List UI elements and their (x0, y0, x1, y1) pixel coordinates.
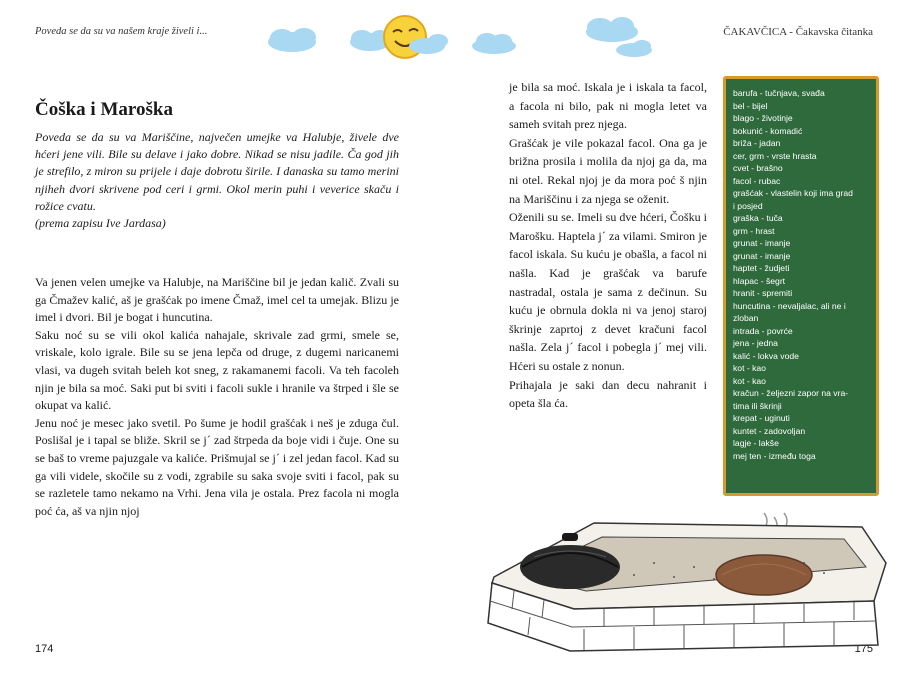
glossary-entry: grm - hrast (733, 225, 775, 236)
left-page (0, 0, 453, 680)
page-number-left: 174 (35, 643, 54, 655)
stove-illustration (474, 505, 894, 655)
glossary-list (733, 87, 870, 462)
glossary-entry: kračun - željezni zapor na vra- (733, 388, 849, 398)
glossary-entry: grašćak - vlastelin koji ima grad (733, 188, 853, 198)
paragraph: Grašćak je vile pokazal facol. Ona ga je brižna prosila i molila da njoj ga da, ma ni otel. Rekal njoj je da mora poć š njin na Mariščinu i za njega se oženit. (509, 135, 707, 206)
running-header-right: ČAKAVČICA - Čakavska čitanka (723, 26, 873, 38)
glossary-entry: bokunić - komadić (733, 125, 803, 136)
glossary-entry: barufa - tučnjava, svađa (733, 88, 825, 98)
glossary-entry: tima ili škrinji (733, 400, 782, 411)
glossary-entry: kot - kao (733, 375, 766, 386)
glossary-entry: i posjed (733, 200, 763, 211)
paragraph: je bila sa moć. Iskala je i iskala ta facol, a facola ni bilo, pak ni mogla letet va sameh svitah prez njega. (509, 80, 707, 132)
glossary-entry: mej ten - između toga (733, 450, 816, 461)
cloud-icon (268, 28, 316, 52)
glossary-entry: facol - rubac (733, 175, 781, 186)
glossary-entry: cer, grm - vrste hrasta (733, 150, 817, 161)
glossary-entry: krepat - uginuti (733, 413, 790, 423)
running-header-left: Poveda se da su va našem kraje živeli i... (35, 26, 208, 37)
story-intro (35, 129, 399, 232)
glossary-entry: intrada - povrće (733, 325, 793, 336)
page-number-right: 175 (854, 643, 873, 655)
glossary-entry: cvet - brašno (733, 163, 783, 173)
glossary-entry: zloban (733, 313, 759, 323)
glossary-entry: lagje - lakše (733, 438, 779, 448)
glossary-entry: graška - tuča (733, 213, 783, 223)
glossary-box (723, 76, 879, 496)
glossary-entry: hranit - spremiti (733, 288, 793, 298)
bread-icon (716, 555, 812, 595)
glossary-entry: briža - jadan (733, 138, 781, 148)
glossary-entry: kalić - lokva vode (733, 350, 799, 361)
glossary-entry: haptet - žudjeti (733, 263, 790, 273)
paragraph: Oženili su se. Imeli su dve hćeri, Čošku i Marošku. Haptela j´ za vilami. Smiron je facol iskala. Su kuću je obašla, a facol ni našla. Kad je grašćak va barufe nastradal, ostala je sama z dečinun. Su kuću je obrnula dokla ni va jenoj staroj škrinje zaprtoj z devet kračuni facol našla. Zela j´ facol i pobegla j´ mej vili. Hćeri su ostale z nonun. (509, 210, 707, 373)
body-left (35, 274, 399, 520)
glossary-entry: grunat - imanje (733, 250, 791, 261)
glossary-entry: blago - životinje (733, 113, 793, 123)
story-title: Čoška i Maroška (35, 99, 173, 120)
glossary-entry: bel - bijel (733, 100, 768, 111)
glossary-entry: grunat - imanje (733, 238, 791, 248)
glossary-entry: kot - kao (733, 363, 766, 373)
glossary-entry: huncutina - nevaljalac, ali ne i (733, 300, 846, 311)
paragraph: Saku noć su se vili okol kalića nahajale, skrivale zad grmi, smele se, vriskale, kolo igrale. Bile su se jena lepča od druge, z dugemi naricanemi vlasi, va dugeh svitah beleh kot sneg, z rakamanemi facoli. Va teh facoleh njin je bila sa moć. Saki put bi sviti i facoli sukle i hranile va štrped i šle se okupat va kalić. (35, 327, 399, 413)
glossary-entry: hlapac - šegrt (733, 275, 786, 286)
body-right (509, 78, 707, 413)
paragraph: Jenu noć je mesec jako svetil. Po šume je hodil grašćak i neš je zduga čul. Poslišal je i tapal se bliže. Skril se j´ zad štrpeda da boje vidi i čuje. One su se baš to vreme pajuzgale va kaliće. Prišmujal se j´ i zel jedan facol. Kad su ga vili videle, skočile su z vodi, zgrabile su saka svoje sviti i facol, pak su se razletele tamo nekamo na Vrhi. Jena vila je ostala. Prez facola ni mogla poć ća, aš va njin njoj (35, 415, 399, 518)
paragraph: Prihajala je saki dan decu nahranit i opeta šla ća. (509, 377, 707, 411)
glossary-entry: jena - jedna (733, 338, 778, 348)
glossary-entry: kuntet - zadovoljan (733, 425, 806, 436)
paragraph: Va jenen velen umejke va Halubje, na Mariščine bil je jedan kalič. Zvali su ga Čmažev kalić, aš je grašćak po imene Čmaž, imel cel ta umejak. Blizu je imel i dvori. Bil je bogat i huncutina. (35, 275, 399, 325)
intro-source: (prema zapisu Ive Jardasa) (35, 216, 166, 231)
intro-text: Poveda se da su va Mariščine, največen umejke va Halubje, živele dve hćeri jene vili. Bile su delave i jako dobre. Nikad se nisu jadile. Ča god jih je strefilo, z miron su prijele i daje dobrotu širile. I danaska su tamo merini njiheh dvori skrivene pod ceri i grmi. Okol merin puhi i veverice skaču i rožice cvatu. (35, 130, 399, 213)
